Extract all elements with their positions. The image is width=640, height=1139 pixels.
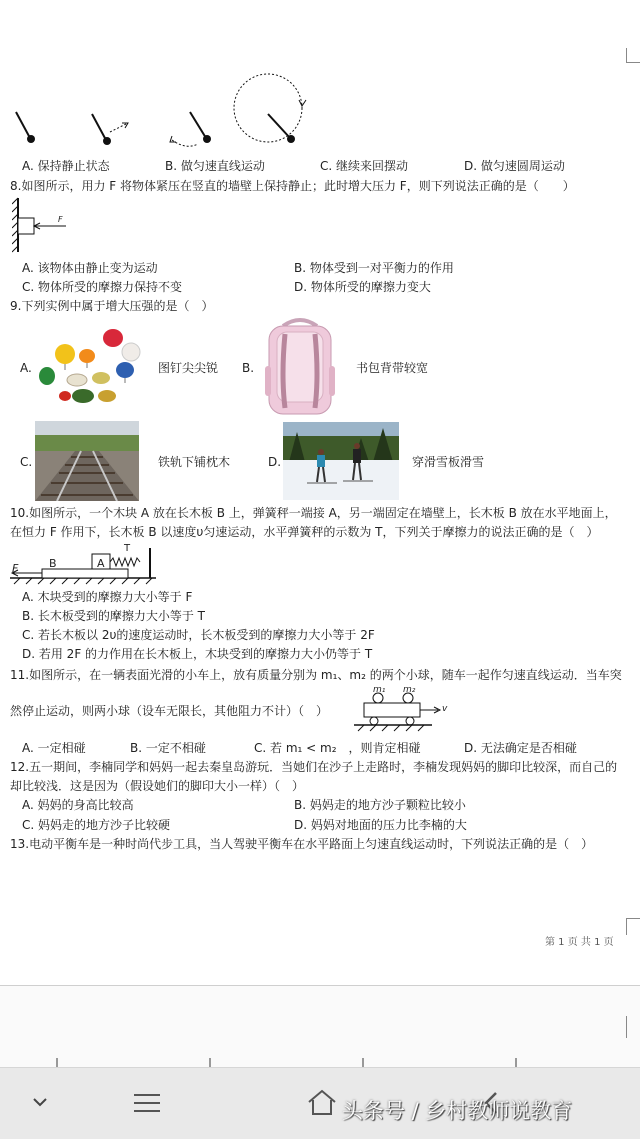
q9-option-b-text: 书包背带较宽 xyxy=(356,361,429,375)
q8-option-b: B. 物体受到一对平衡力的作用 xyxy=(294,261,454,275)
q11-option-a: A. 一定相碰 xyxy=(22,741,86,755)
q11-stem-line1: 11.如图所示，在一辆表面光滑的小车上，放有质量分别为 m₁、m₂ 的两个小球，随车一起作匀速直线运动．当车突 xyxy=(10,668,622,682)
crop-mark-bottom-right xyxy=(626,918,640,935)
q9-backpack-image xyxy=(255,316,345,420)
q7-option-c: C. 继续来回摆动 xyxy=(320,159,409,173)
q11-stem-line2: 然停止运动，则两小球（设车无限长，其他阻力不计）（ ） xyxy=(10,704,329,718)
watermark: 头条号 / 乡村教师说教育 xyxy=(342,1099,573,1123)
q11-fig-label-m1: m₁ xyxy=(373,685,386,695)
q10-spring-board-figure xyxy=(10,542,156,588)
q11-option-c: C. 若 m₁ < m₂ ，则肯定相碰 xyxy=(254,741,421,755)
q8-stem: 8.如图所示，用力 F 将物体紧压在竖直的墙壁上保持静止；此时增大压力 F，则下列说法正确的是（ ） xyxy=(10,179,575,193)
q7-option-a: A. 保持静止状态 xyxy=(22,159,110,173)
q11-fig-label-v: v xyxy=(442,704,448,714)
q11-option-d: D. 无法确定是否相碰 xyxy=(464,741,577,755)
q9-option-a-text: 图钉尖尖锐 xyxy=(158,361,219,375)
q12-option-b: B. 妈妈走的地方沙子颗粒比较小 xyxy=(294,798,466,812)
chevron-down-icon[interactable] xyxy=(32,1096,48,1108)
q9-option-b-letter: B. xyxy=(242,361,255,375)
crop-mark-top-right xyxy=(626,48,640,63)
q8-option-a: A. 该物体由静止变为运动 xyxy=(22,261,158,275)
q11-fig-label-m2: m₂ xyxy=(403,685,416,695)
q11-option-b: B. 一定不相碰 xyxy=(130,741,206,755)
q8-option-d: D. 物体所受的摩擦力变大 xyxy=(294,280,431,294)
menu-icon[interactable] xyxy=(132,1092,162,1114)
bottom-nav-bar xyxy=(0,1067,640,1139)
q10-stem-line2: 在恒力 F 作用下，长木板 B 以速度υ匀速运动，水平弹簧秤的示数为 T，下列关于摩擦力的说法正确的是（ ） xyxy=(10,525,599,539)
q9-option-a-letter: A. xyxy=(20,361,32,375)
q8-wall-figure xyxy=(12,196,72,254)
q12-stem-line2: 却比较浅．这是因为（假设她们的脚印大小一样）（ ） xyxy=(10,779,305,793)
q12-option-a: A. 妈妈的身高比较高 xyxy=(22,798,134,812)
q8-option-c: C. 物体所受的摩擦力保持不变 xyxy=(22,280,183,294)
q10-option-c: C. 若长木板以 2υ的速度运动时，长木板受到的摩擦力大小等于 2F xyxy=(22,628,375,642)
q10-option-d: D. 若用 2F 的力作用在长木板上，木块受到的摩擦力大小仍等于 T xyxy=(22,647,373,661)
q9-skiing-image xyxy=(283,422,399,500)
q9-option-d-letter: D. xyxy=(268,455,282,469)
q10-option-b: B. 长木板受到的摩擦力大小等于 T xyxy=(22,609,206,623)
q11-cart-figure xyxy=(354,684,450,734)
q9-option-d-text: 穿滑雪板滑雪 xyxy=(412,455,485,469)
crop-mark-page2-right xyxy=(626,1016,640,1038)
q9-option-c-letter: C. xyxy=(20,455,33,469)
q7-pendulum-figures xyxy=(0,68,330,150)
q12-stem-line1: 12.五一期间，李楠同学和妈妈一起去秦皇岛游玩．当她们在沙子上走路时，李楠发现妈妈的脚印比较深，而自己的 xyxy=(10,760,618,774)
q10-fig-label-b: B xyxy=(49,557,57,570)
q10-option-a: A. 木块受到的摩擦力大小等于 F xyxy=(22,590,193,604)
q10-fig-label-t: T xyxy=(124,543,131,554)
q9-railway-image xyxy=(35,421,139,501)
q10-fig-label-f: F xyxy=(12,562,19,575)
home-icon[interactable] xyxy=(306,1088,338,1116)
q10-stem-line1: 10.如图所示，一个木块 A 放在长木板 B 上，弹簧秤一端接 A，另一端固定在墙壁上，长木板 B 放在水平地面上， xyxy=(10,506,617,520)
q12-option-c: C. 妈妈走的地方沙子比较硬 xyxy=(22,818,171,832)
q10-fig-label-a: A xyxy=(97,557,105,570)
page-number: 第 1 页 共 1 页 xyxy=(545,937,614,948)
q7-option-b: B. 做匀速直线运动 xyxy=(165,159,265,173)
q13-stem: 13.电动平衡车是一种时尚代步工具，当人驾驶平衡车在水平路面上匀速直线运动时，下列说法正确的是（ ） xyxy=(10,837,594,851)
q7-option-d: D. 做匀速圆周运动 xyxy=(464,159,565,173)
q12-option-d: D. 妈妈对地面的压力比李楠的大 xyxy=(294,818,467,832)
q9-option-c-text: 铁轨下铺枕木 xyxy=(158,455,231,469)
q9-stem: 9.下列实例中属于增大压强的是（ ） xyxy=(10,299,214,313)
q9-thumbtacks-image xyxy=(35,326,145,408)
q8-fig-label-f: F xyxy=(58,215,63,224)
page-gap xyxy=(0,985,640,1068)
